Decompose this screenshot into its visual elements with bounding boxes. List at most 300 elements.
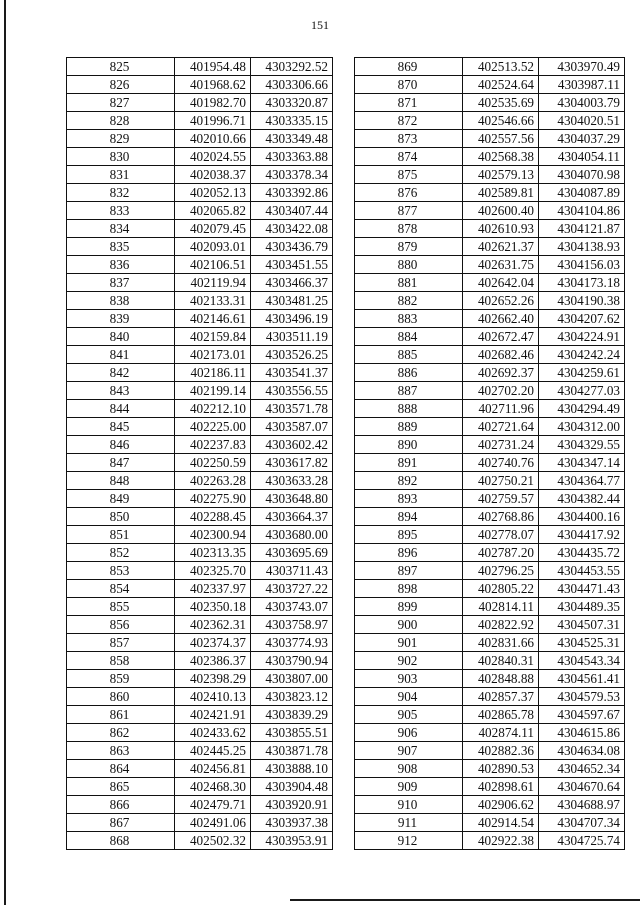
- point-number-cell: 855: [67, 598, 175, 616]
- y-coordinate-cell: 4304190.38: [539, 292, 625, 310]
- table-row: [67, 238, 333, 256]
- table-row: [355, 634, 625, 652]
- y-coordinate-cell: 4303392.86: [251, 184, 333, 202]
- y-coordinate-cell: 4303320.87: [251, 94, 333, 112]
- table-row: [67, 508, 333, 526]
- x-coordinate-cell: 402106.51: [175, 256, 251, 274]
- table-row: [67, 832, 333, 850]
- y-coordinate-cell: 4304138.93: [539, 238, 625, 256]
- table-row: [67, 382, 333, 400]
- y-coordinate-cell: 4303556.55: [251, 382, 333, 400]
- table-row: [355, 670, 625, 688]
- point-number-cell: 864: [67, 760, 175, 778]
- y-coordinate-cell: 4304507.31: [539, 616, 625, 634]
- point-number-cell: 832: [67, 184, 175, 202]
- y-coordinate-cell: 4303349.48: [251, 130, 333, 148]
- y-coordinate-cell: 4304277.03: [539, 382, 625, 400]
- x-coordinate-cell: 402433.62: [175, 724, 251, 742]
- table-row: [67, 184, 333, 202]
- table-row: [355, 652, 625, 670]
- x-coordinate-cell: 402456.81: [175, 760, 251, 778]
- x-coordinate-cell: 402337.97: [175, 580, 251, 598]
- table-row: [67, 706, 333, 724]
- x-coordinate-cell: 402300.94: [175, 526, 251, 544]
- x-coordinate-cell: 402225.00: [175, 418, 251, 436]
- point-number-cell: 901: [355, 634, 463, 652]
- x-coordinate-cell: 402831.66: [463, 634, 539, 652]
- y-coordinate-cell: 4303633.28: [251, 472, 333, 490]
- point-number-cell: 830: [67, 148, 175, 166]
- y-coordinate-cell: 4304104.86: [539, 202, 625, 220]
- y-coordinate-cell: 4304242.24: [539, 346, 625, 364]
- table-row: [355, 346, 625, 364]
- point-number-cell: 902: [355, 652, 463, 670]
- point-number-cell: 871: [355, 94, 463, 112]
- x-coordinate-cell: 402491.06: [175, 814, 251, 832]
- table-row: [67, 742, 333, 760]
- page-left-border: [4, 0, 6, 905]
- table-row: [67, 94, 333, 112]
- x-coordinate-cell: 402848.88: [463, 670, 539, 688]
- point-number-cell: 842: [67, 364, 175, 382]
- table-row: [355, 706, 625, 724]
- point-number-cell: 847: [67, 454, 175, 472]
- y-coordinate-cell: 4304400.16: [539, 508, 625, 526]
- y-coordinate-cell: 4303648.80: [251, 490, 333, 508]
- table-row: [355, 454, 625, 472]
- x-coordinate-cell: 402662.40: [463, 310, 539, 328]
- table-row: [355, 328, 625, 346]
- y-coordinate-cell: 4304070.98: [539, 166, 625, 184]
- point-number-cell: 872: [355, 112, 463, 130]
- table-row: [67, 670, 333, 688]
- point-number-cell: 886: [355, 364, 463, 382]
- table-row: [67, 544, 333, 562]
- y-coordinate-cell: 4304652.34: [539, 760, 625, 778]
- point-number-cell: 874: [355, 148, 463, 166]
- y-coordinate-cell: 4304688.97: [539, 796, 625, 814]
- point-number-cell: 863: [67, 742, 175, 760]
- table-row: [67, 112, 333, 130]
- y-coordinate-cell: 4304329.55: [539, 436, 625, 454]
- point-number-cell: 865: [67, 778, 175, 796]
- point-number-cell: 891: [355, 454, 463, 472]
- y-coordinate-cell: 4304037.29: [539, 130, 625, 148]
- point-number-cell: 841: [67, 346, 175, 364]
- x-coordinate-cell: 402672.47: [463, 328, 539, 346]
- point-number-cell: 857: [67, 634, 175, 652]
- point-number-cell: 843: [67, 382, 175, 400]
- y-coordinate-cell: 4303335.15: [251, 112, 333, 130]
- point-number-cell: 869: [355, 58, 463, 76]
- x-coordinate-cell: 402313.35: [175, 544, 251, 562]
- table-row: [67, 652, 333, 670]
- y-coordinate-cell: 4303526.25: [251, 346, 333, 364]
- y-coordinate-cell: 4304224.91: [539, 328, 625, 346]
- point-number-cell: 904: [355, 688, 463, 706]
- point-number-cell: 852: [67, 544, 175, 562]
- point-number-cell: 834: [67, 220, 175, 238]
- point-number-cell: 885: [355, 346, 463, 364]
- x-coordinate-cell: 402589.81: [463, 184, 539, 202]
- table-row: [67, 400, 333, 418]
- point-number-cell: 877: [355, 202, 463, 220]
- point-number-cell: 911: [355, 814, 463, 832]
- y-coordinate-cell: 4304382.44: [539, 490, 625, 508]
- table-row: [355, 220, 625, 238]
- table-row: [67, 364, 333, 382]
- point-number-cell: 893: [355, 490, 463, 508]
- x-coordinate-cell: 402805.22: [463, 580, 539, 598]
- y-coordinate-cell: 4304453.55: [539, 562, 625, 580]
- y-coordinate-cell: 4303953.91: [251, 832, 333, 850]
- x-coordinate-cell: 402822.92: [463, 616, 539, 634]
- point-number-cell: 880: [355, 256, 463, 274]
- point-number-cell: 907: [355, 742, 463, 760]
- y-coordinate-cell: 4304435.72: [539, 544, 625, 562]
- y-coordinate-cell: 4304579.53: [539, 688, 625, 706]
- point-number-cell: 878: [355, 220, 463, 238]
- point-number-cell: 860: [67, 688, 175, 706]
- x-coordinate-cell: 402882.36: [463, 742, 539, 760]
- x-coordinate-cell: 402079.45: [175, 220, 251, 238]
- point-number-cell: 899: [355, 598, 463, 616]
- y-coordinate-cell: 4303466.37: [251, 274, 333, 292]
- table-row: [355, 490, 625, 508]
- point-number-cell: 906: [355, 724, 463, 742]
- table-row: [67, 760, 333, 778]
- table-row: [67, 526, 333, 544]
- x-coordinate-cell: 402410.13: [175, 688, 251, 706]
- table-row: [67, 688, 333, 706]
- table-row: [67, 454, 333, 472]
- point-number-cell: 888: [355, 400, 463, 418]
- table-row: [355, 562, 625, 580]
- point-number-cell: 908: [355, 760, 463, 778]
- point-number-cell: 875: [355, 166, 463, 184]
- point-number-cell: 833: [67, 202, 175, 220]
- table-row: [355, 418, 625, 436]
- table-row: [355, 94, 625, 112]
- y-coordinate-cell: 4304615.86: [539, 724, 625, 742]
- table-row: [67, 346, 333, 364]
- point-number-cell: 890: [355, 436, 463, 454]
- x-coordinate-cell: 402159.84: [175, 328, 251, 346]
- y-coordinate-cell: 4303711.43: [251, 562, 333, 580]
- x-coordinate-cell: 402362.31: [175, 616, 251, 634]
- y-coordinate-cell: 4303823.12: [251, 688, 333, 706]
- point-number-cell: 829: [67, 130, 175, 148]
- point-number-cell: 835: [67, 238, 175, 256]
- coordinates-table-right: [354, 57, 625, 850]
- y-coordinate-cell: 4303496.19: [251, 310, 333, 328]
- x-coordinate-cell: 402840.31: [463, 652, 539, 670]
- x-coordinate-cell: 402579.13: [463, 166, 539, 184]
- table-row: [67, 580, 333, 598]
- y-coordinate-cell: 4303602.42: [251, 436, 333, 454]
- y-coordinate-cell: 4304156.03: [539, 256, 625, 274]
- y-coordinate-cell: 4303920.91: [251, 796, 333, 814]
- table-row: [67, 562, 333, 580]
- y-coordinate-cell: 4304543.34: [539, 652, 625, 670]
- point-number-cell: 840: [67, 328, 175, 346]
- x-coordinate-cell: 402065.82: [175, 202, 251, 220]
- table-row: [355, 76, 625, 94]
- x-coordinate-cell: 402386.37: [175, 652, 251, 670]
- x-coordinate-cell: 402874.11: [463, 724, 539, 742]
- x-coordinate-cell: 402914.54: [463, 814, 539, 832]
- table-row: [355, 166, 625, 184]
- point-number-cell: 861: [67, 706, 175, 724]
- table-row: [67, 310, 333, 328]
- table-row: [355, 112, 625, 130]
- x-coordinate-cell: 401954.48: [175, 58, 251, 76]
- point-number-cell: 849: [67, 490, 175, 508]
- y-coordinate-cell: 4304489.35: [539, 598, 625, 616]
- point-number-cell: 868: [67, 832, 175, 850]
- point-number-cell: 881: [355, 274, 463, 292]
- table-row: [355, 580, 625, 598]
- x-coordinate-cell: 402642.04: [463, 274, 539, 292]
- point-number-cell: 831: [67, 166, 175, 184]
- table-row: [355, 688, 625, 706]
- y-coordinate-cell: 4303664.37: [251, 508, 333, 526]
- x-coordinate-cell: 402546.66: [463, 112, 539, 130]
- x-coordinate-cell: 402890.53: [463, 760, 539, 778]
- table-row: [355, 742, 625, 760]
- point-number-cell: 844: [67, 400, 175, 418]
- x-coordinate-cell: 402237.83: [175, 436, 251, 454]
- x-coordinate-cell: 402922.38: [463, 832, 539, 850]
- table-row: [355, 796, 625, 814]
- table-row: [355, 148, 625, 166]
- y-coordinate-cell: 4304003.79: [539, 94, 625, 112]
- y-coordinate-cell: 4303422.08: [251, 220, 333, 238]
- table-row: [355, 814, 625, 832]
- point-number-cell: 884: [355, 328, 463, 346]
- x-coordinate-cell: 401996.71: [175, 112, 251, 130]
- x-coordinate-cell: 402796.25: [463, 562, 539, 580]
- table-row: [67, 472, 333, 490]
- table-row: [67, 328, 333, 346]
- x-coordinate-cell: 402445.25: [175, 742, 251, 760]
- y-coordinate-cell: 4303871.78: [251, 742, 333, 760]
- y-coordinate-cell: 4304634.08: [539, 742, 625, 760]
- x-coordinate-cell: 402513.52: [463, 58, 539, 76]
- y-coordinate-cell: 4303617.82: [251, 454, 333, 472]
- point-number-cell: 896: [355, 544, 463, 562]
- x-coordinate-cell: 402721.64: [463, 418, 539, 436]
- y-coordinate-cell: 4304312.00: [539, 418, 625, 436]
- table-row: [355, 508, 625, 526]
- x-coordinate-cell: 402524.64: [463, 76, 539, 94]
- table-row: [355, 310, 625, 328]
- x-coordinate-cell: 402557.56: [463, 130, 539, 148]
- y-coordinate-cell: 4304207.62: [539, 310, 625, 328]
- x-coordinate-cell: 402421.91: [175, 706, 251, 724]
- y-coordinate-cell: 4304417.92: [539, 526, 625, 544]
- page-bottom-border: [290, 899, 640, 901]
- point-number-cell: 826: [67, 76, 175, 94]
- table-row: [67, 76, 333, 94]
- table-row: [355, 760, 625, 778]
- x-coordinate-cell: 402857.37: [463, 688, 539, 706]
- coordinates-table-left: [66, 57, 333, 850]
- table-row: [355, 256, 625, 274]
- point-number-cell: 839: [67, 310, 175, 328]
- point-number-cell: 894: [355, 508, 463, 526]
- y-coordinate-cell: 4303451.55: [251, 256, 333, 274]
- x-coordinate-cell: 402631.75: [463, 256, 539, 274]
- x-coordinate-cell: 402865.78: [463, 706, 539, 724]
- table-row: [355, 526, 625, 544]
- y-coordinate-cell: 4304347.14: [539, 454, 625, 472]
- page-number: 151: [311, 18, 329, 32]
- table-row: [67, 202, 333, 220]
- table-row: [355, 130, 625, 148]
- point-number-cell: 892: [355, 472, 463, 490]
- point-number-cell: 897: [355, 562, 463, 580]
- point-number-cell: 846: [67, 436, 175, 454]
- y-coordinate-cell: 4304054.11: [539, 148, 625, 166]
- x-coordinate-cell: 402275.90: [175, 490, 251, 508]
- x-coordinate-cell: 402906.62: [463, 796, 539, 814]
- x-coordinate-cell: 402731.24: [463, 436, 539, 454]
- x-coordinate-cell: 402350.18: [175, 598, 251, 616]
- point-number-cell: 889: [355, 418, 463, 436]
- y-coordinate-cell: 4304294.49: [539, 400, 625, 418]
- y-coordinate-cell: 4304597.67: [539, 706, 625, 724]
- x-coordinate-cell: 402119.94: [175, 274, 251, 292]
- y-coordinate-cell: 4303758.97: [251, 616, 333, 634]
- table-row: [355, 724, 625, 742]
- y-coordinate-cell: 4303680.00: [251, 526, 333, 544]
- x-coordinate-cell: 402652.26: [463, 292, 539, 310]
- table-row: [67, 292, 333, 310]
- y-coordinate-cell: 4303888.10: [251, 760, 333, 778]
- x-coordinate-cell: 402186.11: [175, 364, 251, 382]
- y-coordinate-cell: 4304173.18: [539, 274, 625, 292]
- table-row: [355, 202, 625, 220]
- y-coordinate-cell: 4303855.51: [251, 724, 333, 742]
- point-number-cell: 837: [67, 274, 175, 292]
- point-number-cell: 828: [67, 112, 175, 130]
- x-coordinate-cell: 402740.76: [463, 454, 539, 472]
- point-number-cell: 910: [355, 796, 463, 814]
- x-coordinate-cell: 402288.45: [175, 508, 251, 526]
- point-number-cell: 895: [355, 526, 463, 544]
- point-number-cell: 898: [355, 580, 463, 598]
- table-row: [355, 58, 625, 76]
- x-coordinate-cell: 402024.55: [175, 148, 251, 166]
- x-coordinate-cell: 402199.14: [175, 382, 251, 400]
- table-row: [355, 544, 625, 562]
- point-number-cell: 909: [355, 778, 463, 796]
- x-coordinate-cell: 402173.01: [175, 346, 251, 364]
- x-coordinate-cell: 402711.96: [463, 400, 539, 418]
- table-row: [67, 598, 333, 616]
- x-coordinate-cell: 402768.86: [463, 508, 539, 526]
- table-row: [67, 148, 333, 166]
- table-row: [67, 220, 333, 238]
- table-row: [355, 292, 625, 310]
- x-coordinate-cell: 402750.21: [463, 472, 539, 490]
- y-coordinate-cell: 4303937.38: [251, 814, 333, 832]
- point-number-cell: 848: [67, 472, 175, 490]
- point-number-cell: 905: [355, 706, 463, 724]
- x-coordinate-cell: 402479.71: [175, 796, 251, 814]
- x-coordinate-cell: 402010.66: [175, 130, 251, 148]
- table-row: [355, 184, 625, 202]
- x-coordinate-cell: 402093.01: [175, 238, 251, 256]
- table-row: [355, 238, 625, 256]
- x-coordinate-cell: 402787.20: [463, 544, 539, 562]
- y-coordinate-cell: 4303407.44: [251, 202, 333, 220]
- table-row: [67, 256, 333, 274]
- x-coordinate-cell: 402374.37: [175, 634, 251, 652]
- x-coordinate-cell: 402692.37: [463, 364, 539, 382]
- y-coordinate-cell: 4303839.29: [251, 706, 333, 724]
- table-row: [355, 616, 625, 634]
- x-coordinate-cell: 402502.32: [175, 832, 251, 850]
- table-row: [355, 436, 625, 454]
- table-row: [67, 814, 333, 832]
- x-coordinate-cell: 402778.07: [463, 526, 539, 544]
- x-coordinate-cell: 402898.61: [463, 778, 539, 796]
- point-number-cell: 827: [67, 94, 175, 112]
- table-row: [355, 778, 625, 796]
- x-coordinate-cell: 402133.31: [175, 292, 251, 310]
- point-number-cell: 912: [355, 832, 463, 850]
- table-row: [67, 778, 333, 796]
- point-number-cell: 853: [67, 562, 175, 580]
- table-row: [67, 490, 333, 508]
- point-number-cell: 850: [67, 508, 175, 526]
- y-coordinate-cell: 4304259.61: [539, 364, 625, 382]
- y-coordinate-cell: 4304020.51: [539, 112, 625, 130]
- y-coordinate-cell: 4304121.87: [539, 220, 625, 238]
- x-coordinate-cell: 402212.10: [175, 400, 251, 418]
- point-number-cell: 862: [67, 724, 175, 742]
- x-coordinate-cell: 402468.30: [175, 778, 251, 796]
- table-row: [67, 634, 333, 652]
- x-coordinate-cell: 402621.37: [463, 238, 539, 256]
- point-number-cell: 900: [355, 616, 463, 634]
- table-row: [67, 130, 333, 148]
- y-coordinate-cell: 4304707.34: [539, 814, 625, 832]
- table-row: [67, 436, 333, 454]
- point-number-cell: 870: [355, 76, 463, 94]
- y-coordinate-cell: 4304670.64: [539, 778, 625, 796]
- x-coordinate-cell: 402568.38: [463, 148, 539, 166]
- y-coordinate-cell: 4303587.07: [251, 418, 333, 436]
- x-coordinate-cell: 402814.11: [463, 598, 539, 616]
- y-coordinate-cell: 4303774.93: [251, 634, 333, 652]
- point-number-cell: 903: [355, 670, 463, 688]
- y-coordinate-cell: 4303571.78: [251, 400, 333, 418]
- y-coordinate-cell: 4303695.69: [251, 544, 333, 562]
- point-number-cell: 851: [67, 526, 175, 544]
- y-coordinate-cell: 4303743.07: [251, 598, 333, 616]
- table-row: [355, 274, 625, 292]
- point-number-cell: 856: [67, 616, 175, 634]
- y-coordinate-cell: 4303904.48: [251, 778, 333, 796]
- x-coordinate-cell: 402038.37: [175, 166, 251, 184]
- y-coordinate-cell: 4304364.77: [539, 472, 625, 490]
- y-coordinate-cell: 4304725.74: [539, 832, 625, 850]
- x-coordinate-cell: 402250.59: [175, 454, 251, 472]
- x-coordinate-cell: 402682.46: [463, 346, 539, 364]
